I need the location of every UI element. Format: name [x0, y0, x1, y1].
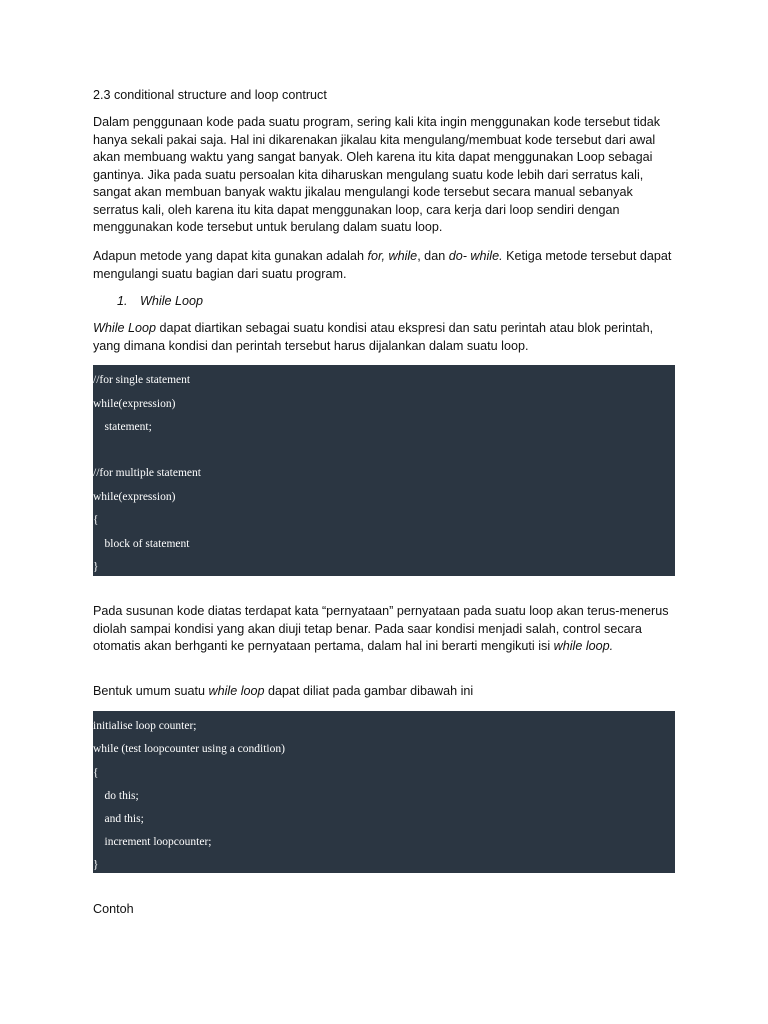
methods-do-while: do- while.: [448, 249, 503, 263]
section-heading: 2.3 conditional structure and loop contruct: [93, 88, 327, 102]
list-number: 1.: [117, 294, 128, 308]
methods-for-while: for, while: [367, 249, 418, 263]
general-form-lead: Bentuk umum suatu: [93, 684, 209, 698]
while-loop-term: While Loop: [93, 321, 157, 335]
code-line: initialise loop counter;: [93, 720, 197, 732]
code-line: {: [93, 767, 99, 779]
methods-paragraph: [93, 248, 675, 283]
code-line: //for multiple statement: [93, 467, 201, 479]
code-line: }: [93, 561, 99, 573]
code-line: statement;: [93, 421, 152, 433]
list-label: While Loop: [140, 294, 204, 308]
general-form-em: while loop: [208, 684, 265, 698]
general-form-paragraph: [93, 683, 675, 701]
code-line: do this;: [93, 790, 139, 802]
explanation-paragraph: [93, 603, 675, 656]
general-form-tail: dapat diliat pada gambar dibawah ini: [264, 684, 474, 698]
while-loop-desc: dapat diartikan sebagai suatu kondisi atau ekspresi dan satu perintah atau blok perintah, yang dimana kondisi dan perintah tersebut harus dijalankan dalam suatu loop.: [93, 321, 654, 353]
code-line: and this;: [93, 813, 144, 825]
explanation-em: while loop.: [553, 639, 614, 653]
code-line: increment loopcounter;: [93, 836, 212, 848]
methods-sep: , dan: [417, 249, 449, 263]
code-line: while(expression): [93, 491, 176, 503]
code-line: }: [93, 859, 99, 871]
code-block-general-form: [93, 711, 675, 873]
methods-tail: Ketiga metode tersebut dapat mengulangi suatu bagian dari suatu program.: [93, 249, 672, 281]
code-block-syntax: [93, 365, 675, 576]
code-line: while (test loopcounter using a condition): [93, 743, 285, 755]
while-loop-definition: [93, 320, 675, 355]
methods-lead: Adapun metode yang dapat kita gunakan adalah: [93, 249, 368, 263]
code-line: {: [93, 514, 99, 526]
code-line: while(expression): [93, 398, 176, 410]
intro-paragraph: Dalam penggunaan kode pada suatu program, sering kali kita ingin menggunakan kode tersebut tidak hanya sekali pakai saja. Hal ini dikarenakan jikalau kita mengulang/membuat kode tersebut dari awal akan membuang waktu yang sangat banyak. Oleh karena itu kita dapat menggunakan Loop sebagai gantinya. Jika pada suatu persoalan kita diharuskan mengulang suatu kode lebih dari serratus kali, sangat akan membuan banyak waktu jikalau mengulangi kode tersebut secara manual sebanyak serratus kali, oleh karena itu kita dapat menggunakan loop, cara kerja dari loop sendiri dengan menggunakan kode tersebut untuk berulang dalam suatu loop.: [93, 115, 661, 234]
code-line: block of statement: [93, 538, 190, 550]
explanation-text: Pada susunan kode diatas terdapat kata “pernyataan” pernyataan pada suatu loop akan terus-menerus diolah sampai kondisi yang akan diuji tetap benar. Pada saar kondisi menjadi salah, control secara otomatis akan berhganti ke pernyataan pertama, dalam hal ini berarti mengikuti isi: [93, 604, 669, 653]
code-line: //for single statement: [93, 374, 191, 386]
contoh-label: Contoh: [93, 902, 134, 916]
list-item-while-loop: [117, 293, 203, 311]
